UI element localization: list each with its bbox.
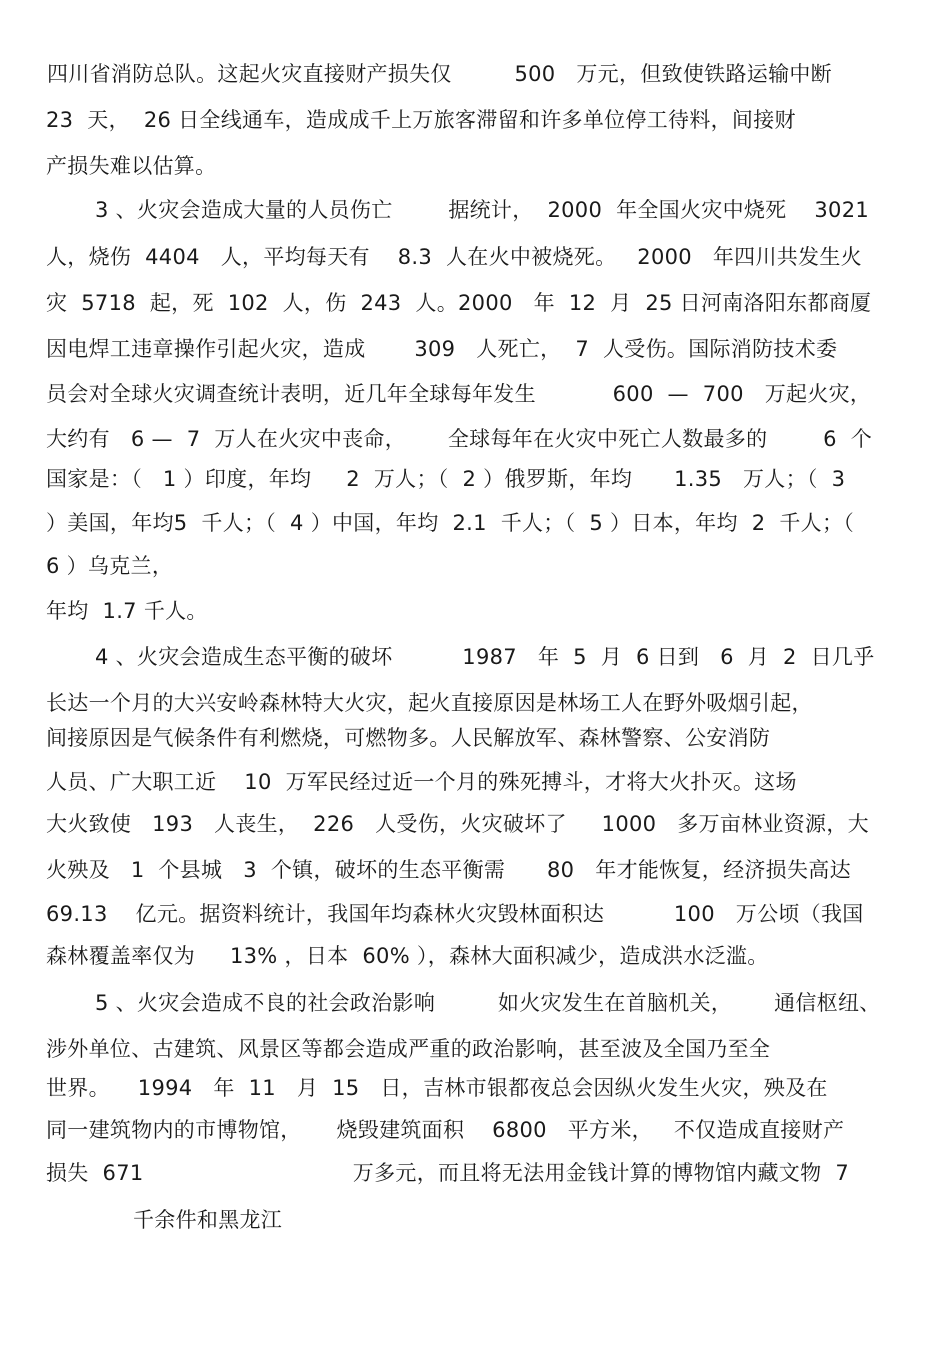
text-line: 23 天， 26 日全线通车，造成成千上万旅客滞留和许多单位停工待料，间接财 xyxy=(46,108,796,132)
text-line: 5 、火灾会造成不良的社会政治影响 如火灾发生在首脑机关， 通信枢纽、 xyxy=(95,991,881,1015)
text-line: 国家是：（ 1 ）印度，年均 2 万人；（ 2 ）俄罗斯，年均 1.35 万人；（ 3 xyxy=(46,467,846,491)
text-line: 千余件和黑龙江 xyxy=(133,1208,283,1232)
text-line: 大约有 6 — 7 万人在火灾中丧命， 全球每年在火灾中死亡人数最多的 6 个 xyxy=(46,427,873,451)
text-line: 火殃及 1 个县城 3 个镇，破坏的生态平衡需 80 年才能恢复，经济损失高达 xyxy=(46,858,851,882)
text-line: 涉外单位、古建筑、风景区等都会造成严重的政治影响，甚至波及全国乃至全 xyxy=(46,1037,771,1061)
text-line: 6 ）乌克兰， xyxy=(46,554,174,578)
text-line: 产损失难以估算。 xyxy=(46,154,217,178)
text-line: 年均 1.7 千人。 xyxy=(46,599,208,623)
text-line: 长达一个月的大兴安岭森林特大火灾，起火直接原因是林场工人在野外吸烟引起， xyxy=(46,691,813,715)
text-line: 员会对全球火灾调查统计表明，近几年全球每年发生 600 — 700 万起火灾， xyxy=(46,382,872,406)
text-line: ）美国，年均5 千人；（ 4 ）中国，年均 2.1 千人；（ 5 ）日本，年均 2 千人；（ xyxy=(46,511,855,535)
text-line: 3 、火灾会造成大量的人员伤亡 据统计， 2000 年全国火灾中烧死 3021 xyxy=(95,198,870,222)
text-line: 大火致使 193 人丧生， 226 人受伤，火灾破坏了 1000 多万亩林业资源，大 xyxy=(46,812,869,836)
text-line: 间接原因是气候条件有利燃烧，可燃物多。人民解放军、森林警察、公安消防 xyxy=(46,726,771,750)
text-line: 世界。 1994 年 11 月 15 日，吉林市银都夜总会因纵火发生火灾，殃及在 xyxy=(46,1076,828,1100)
text-line: 因电焊工违章操作引起火灾，造成 309 人死亡， 7 人受伤。国际消防技术委 xyxy=(46,337,838,361)
text-line: 同一建筑物内的市博物馆， 烧毁建筑面积 6800 平方米， 不仅造成直接财产 xyxy=(46,1118,845,1142)
text-line: 四川省消防总队。这起火灾直接财产损失仅 500 万元，但致使铁路运输中断 xyxy=(47,62,832,86)
text-line: 人员、广大职工近 10 万军民经过近一个月的殊死搏斗，才将大火扑灭。这场 xyxy=(46,770,797,794)
text-line: 灾 5718 起，死 102 人，伤 243 人。2000 年 12 月 25 日河南洛阳东都商厦 xyxy=(46,291,872,315)
text-line: 4 、火灾会造成生态平衡的破坏 1987 年 5 月 6 日到 6 月 2 日几乎 xyxy=(95,645,875,669)
text-line: 人，烧伤 4404 人，平均每天有 8.3 人在火中被烧死。 2000 年四川共发生火 xyxy=(46,245,862,269)
text-line: 损失 671 万多元，而且将无法用金钱计算的博物馆内藏文物 7 xyxy=(46,1161,850,1185)
text-line: 森林覆盖率仅为 13% ，日本 60% ），森林大面积减少，造成洪水泛滥。 xyxy=(46,944,769,968)
text-line: 69.13 亿元。据资料统计，我国年均森林火灾毁林面积达 100 万公顷（我国 xyxy=(46,902,864,926)
